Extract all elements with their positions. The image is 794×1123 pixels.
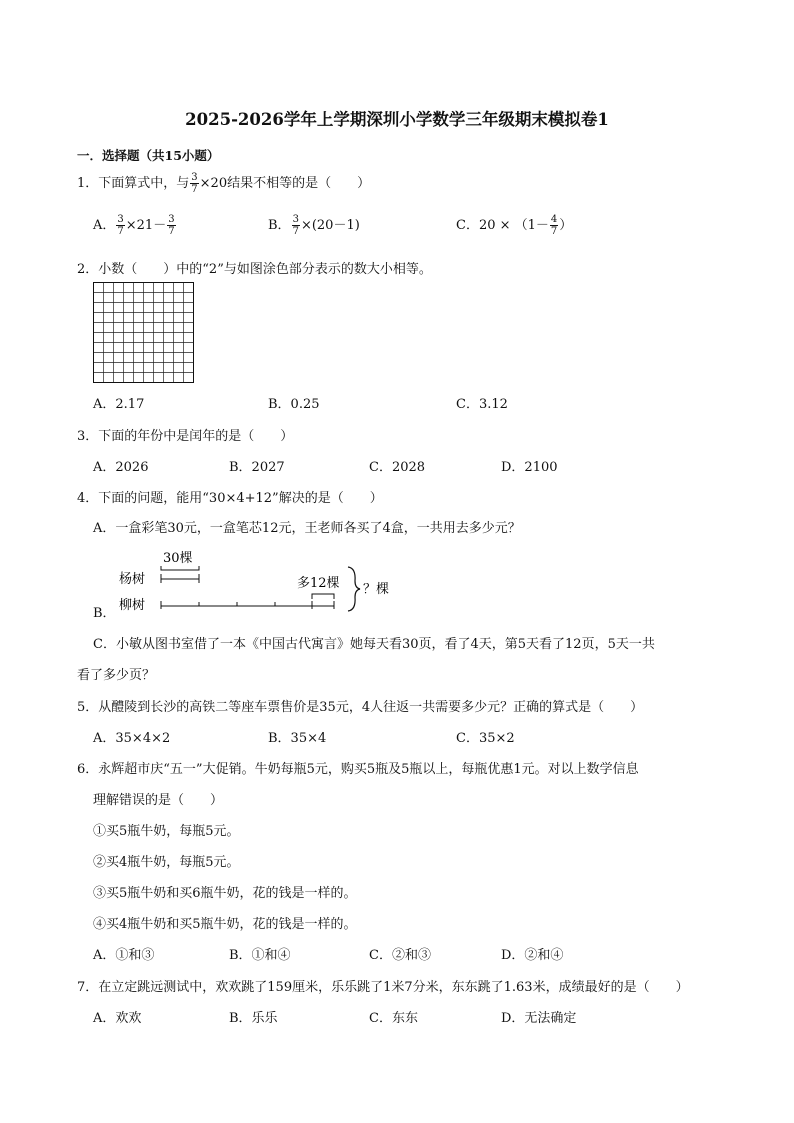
diagram-more-label: 多12棵 [297,576,340,591]
diagram-yang-label: 杨树 [119,572,146,587]
q7-option-a[interactable]: A．欢欢 [93,1011,142,1026]
q6-option-b[interactable]: B．①和④ [229,948,291,963]
q6-statement-2: ②买4瓶牛奶，每瓶5元。 [93,855,240,870]
question-3-stem: 3．下面的年份中是闰年的是（ ） [77,429,294,444]
question-2-stem: 2．小数（ ）中的“2”与如图涂色部分表示的数大小相等。 [77,262,432,277]
q7-option-d[interactable]: D．无法确定 [501,1011,577,1026]
question-6-stem: 6．永辉超市庆“五一”大促销。牛奶每瓶5元，购买5瓶及5瓶以上，每瓶优惠1元。对以上数学信息 [77,762,639,777]
diagram-30-label: 30棵 [163,551,193,566]
q6-statement-1: ①买5瓶牛奶，每瓶5元。 [93,824,240,839]
diagram-question-label: ？棵 [363,582,390,597]
q4-option-b-label[interactable]: B． [93,606,116,621]
question-7-stem: 7．在立定跳远测试中，欢欢跳了159厘米，乐乐跳了1米7分米，东东跳了1.63米，成绩最好的是（ ） [77,980,689,995]
q2-option-b[interactable]: B．0.25 [268,397,320,412]
q2-option-c[interactable]: C．3.12 [456,397,508,412]
q1-fraction: $\frac{3}{7}$ [191,172,198,195]
question-6-stem-cont: 理解错误的是（ ） [93,793,224,808]
q5-option-c[interactable]: C．35×2 [456,731,515,746]
q7-option-b[interactable]: B．乐乐 [229,1011,278,1026]
q6-option-d[interactable]: D．②和④ [501,948,564,963]
diagram-liu-label: 柳树 [119,598,146,613]
q3-option-d[interactable]: D．2100 [501,460,558,475]
q3-option-a[interactable]: A．2026 [93,460,149,475]
q4-tree-diagram [115,545,405,617]
q3-option-c[interactable]: C．2028 [369,460,426,475]
q4-option-c-cont: 看了多少页？ [77,668,156,683]
hundred-grid-figure [93,282,194,383]
q1-stem-pre: 1．下面算式中，与 [77,176,190,191]
question-5-stem: 5．从醴陵到长沙的高铁二等座车票售价是35元，4人往返一共需要多少元？正确的算式是（ ） [77,700,644,715]
q6-statement-4: ④买4瓶牛奶和买5瓶牛奶，花的钱是一样的。 [93,917,357,932]
q6-statement-3: ③买5瓶牛奶和买6瓶牛奶，花的钱是一样的。 [93,886,357,901]
page-title: 2025-2026学年上学期深圳小学数学三年级期末模拟卷1 [185,110,609,129]
q7-option-c[interactable]: C．东东 [369,1011,418,1026]
q1-option-b[interactable]: B． $\frac{3}{7}$ ×(20－1) [268,214,360,237]
q3-option-b[interactable]: B．2027 [229,460,285,475]
q5-option-b[interactable]: B．35×4 [268,731,327,746]
question-4-stem: 4．下面的问题，能用“30×4+12”解决的是（ ） [77,491,383,506]
q4-option-a[interactable]: A．一盒彩笔30元，一盒笔芯12元，王老师各买了4盒，一共用去多少元？ [93,521,521,536]
q4-option-c[interactable]: C．小敏从图书室借了一本《中国古代寓言》她每天看30页，看了4天，第5天看了12页，5天一共 [93,637,655,652]
q1-option-a[interactable]: A． $\frac{3}{7}$ ×21－ $\frac{3}{7}$ [93,214,175,237]
q6-option-a[interactable]: A．①和③ [93,948,155,963]
section-heading: 一．选择题（共15小题） [77,148,220,163]
q1-option-c[interactable]: C．20 × （1－ $\frac{4}{7}$ ） [456,214,573,237]
q2-option-a[interactable]: A．2.17 [93,397,145,412]
q6-option-c[interactable]: C．②和③ [369,948,431,963]
q5-option-a[interactable]: A．35×4×2 [93,731,171,746]
q1-stem-post: ×20结果不相等的是（ ） [199,176,371,191]
question-1-stem [77,172,370,195]
